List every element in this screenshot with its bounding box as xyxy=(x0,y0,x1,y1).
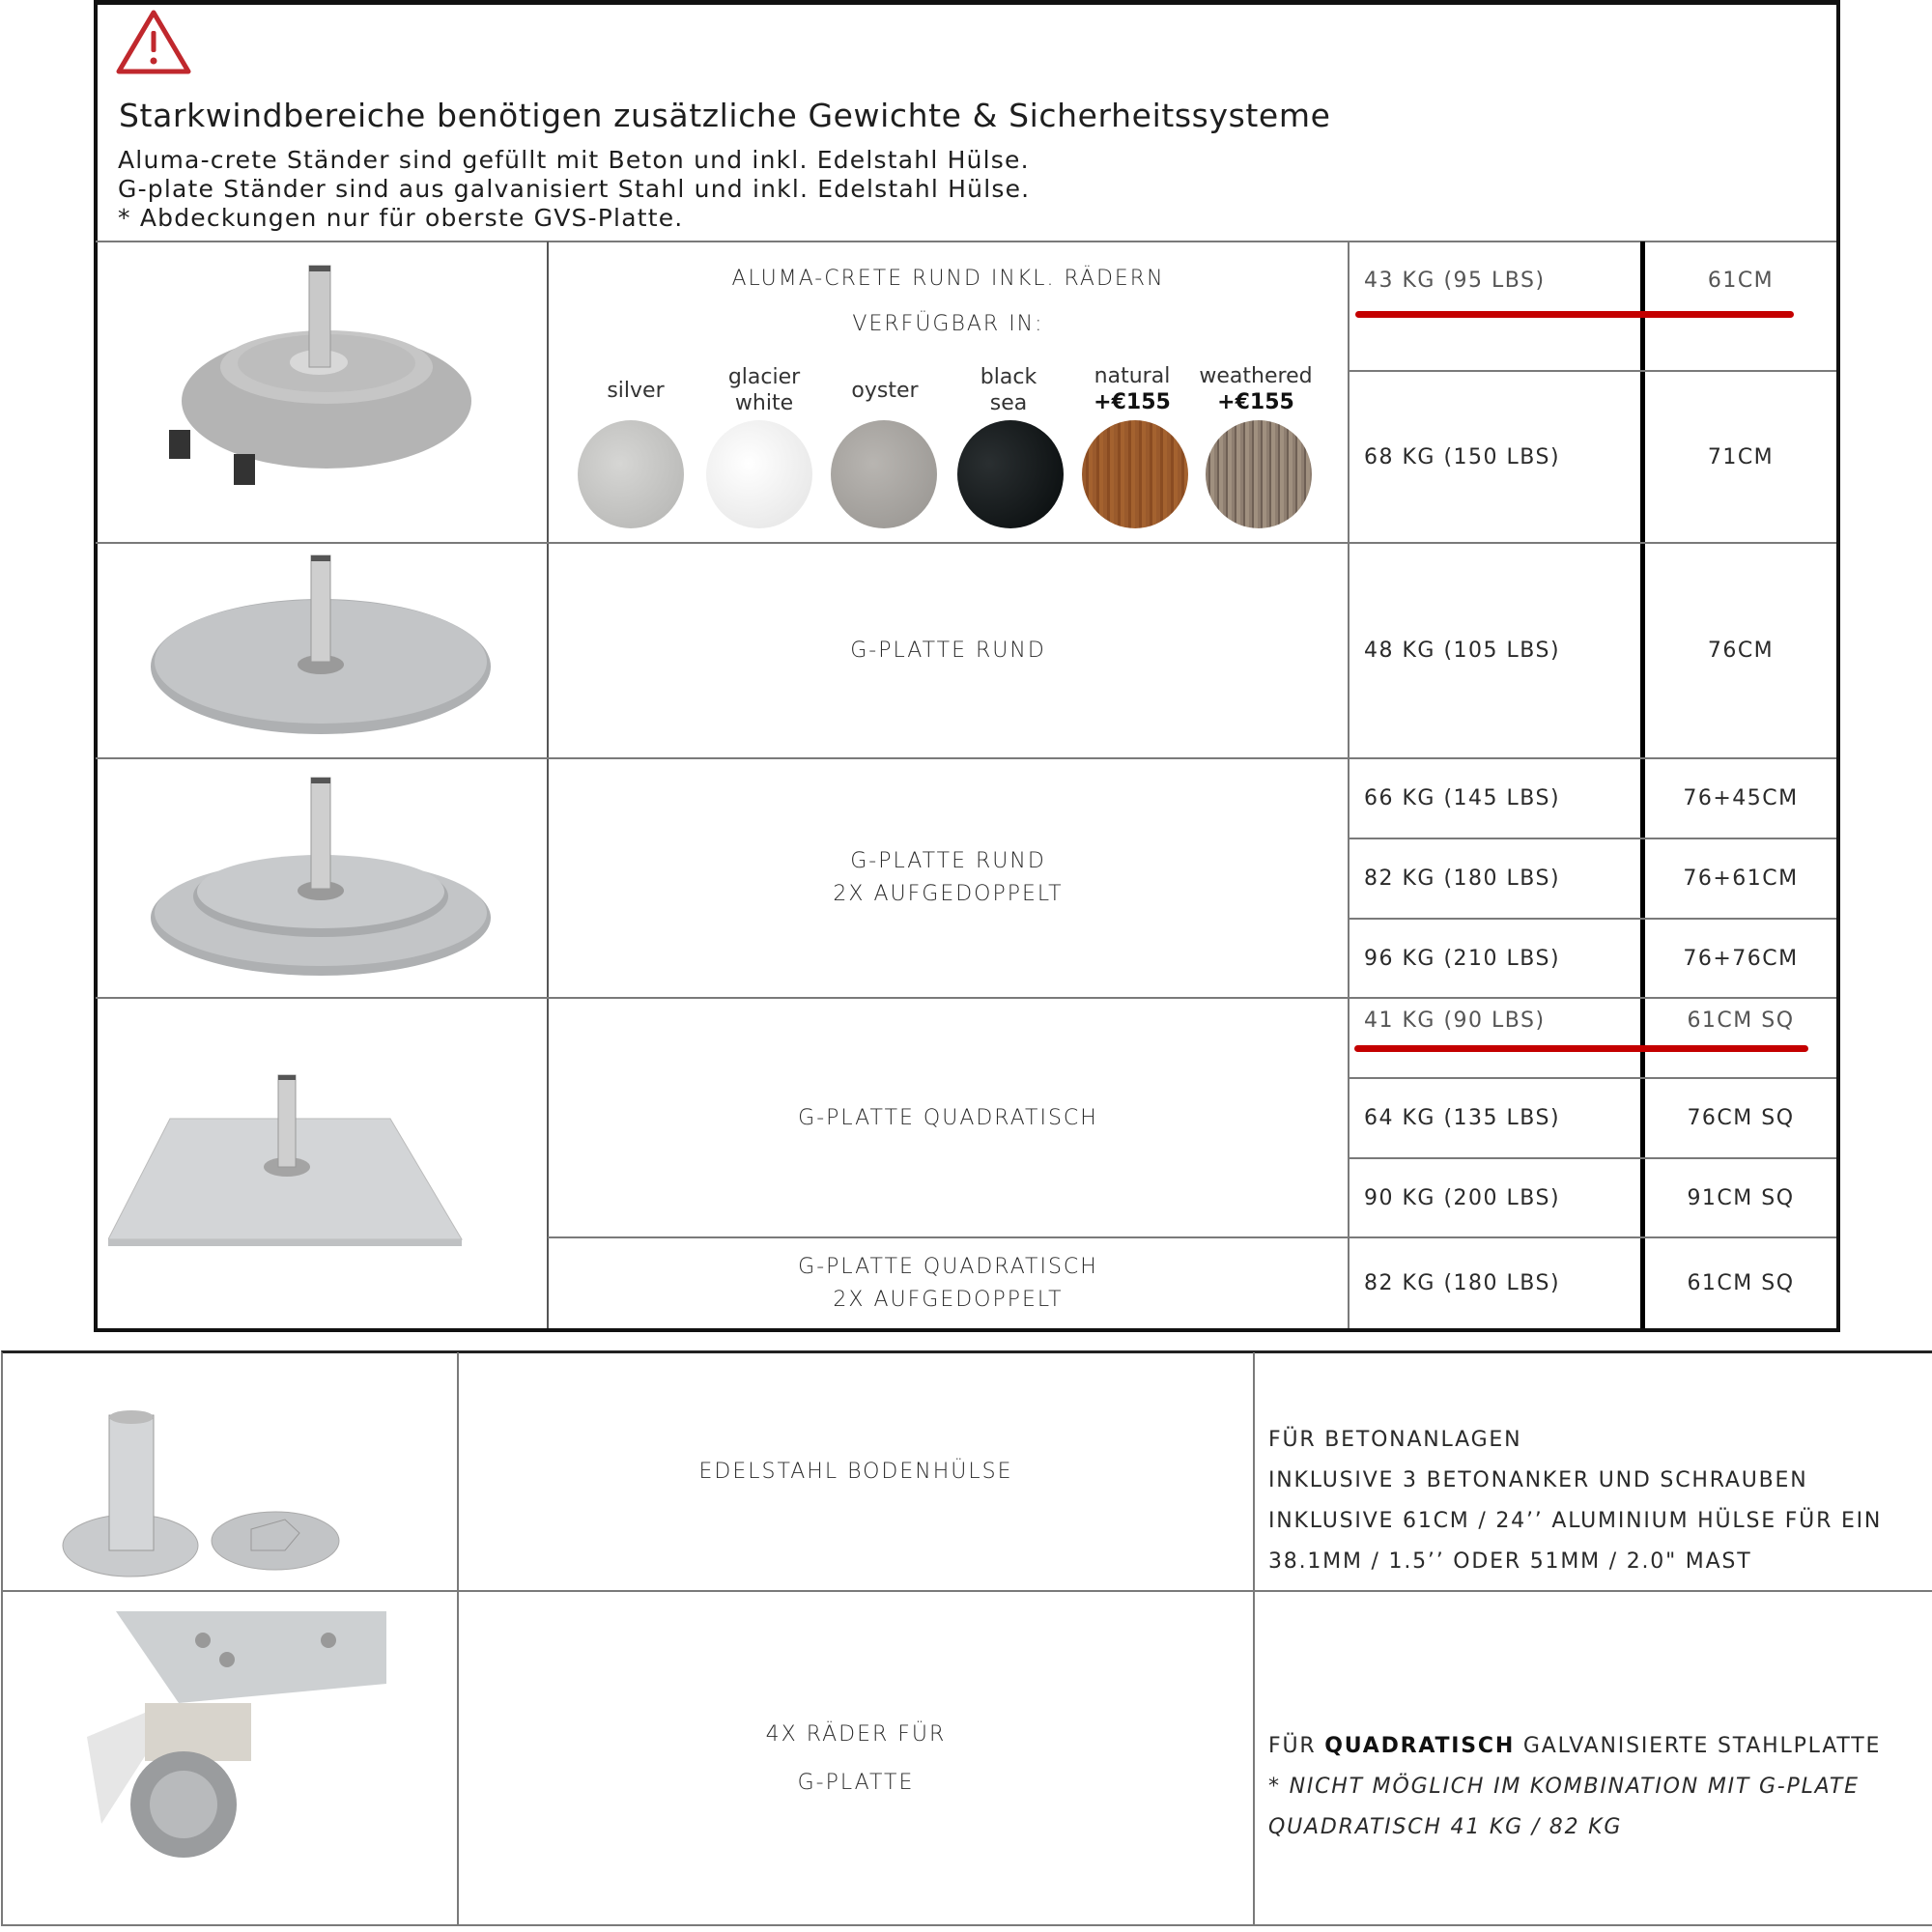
product-name: G-PLATTE RUND xyxy=(850,639,1046,663)
size-value: 61CM SQ xyxy=(1687,1008,1795,1033)
finish-swatch-oyster xyxy=(831,420,937,528)
finish-label: oyster xyxy=(851,379,919,403)
product-subtitle: VERFÜGBAR IN: xyxy=(852,311,1044,336)
header-note-2: G-plate Ständer sind aus galvanisiert Stahl und inkl. Edelstahl Hülse. xyxy=(118,175,1031,203)
detail-note: * NICHT MÖGLICH IM KOMBINATION MIT G-PLATE xyxy=(1268,1775,1860,1799)
detail-line: FÜR QUADRATISCH GALVANISIERTE STAHLPLATTE xyxy=(1268,1734,1882,1758)
size-value: 76+76CM xyxy=(1683,946,1799,971)
weight-value: 68 KG (150 LBS) xyxy=(1364,444,1561,469)
product-name: G-PLATTE QUADRATISCH 2X AUFGEDOPPELT xyxy=(798,1254,1098,1312)
size-value: 61CM xyxy=(1707,268,1775,293)
warning-triangle-icon xyxy=(114,8,193,77)
weight-value: 43 KG (95 LBS) xyxy=(1364,268,1546,293)
weight-value: 66 KG (145 LBS) xyxy=(1364,786,1561,810)
finish-swatch-glacier-white xyxy=(706,420,812,528)
detail-line: INKLUSIVE 61CM / 24’’ ALUMINIUM HÜLSE FÜR EIN xyxy=(1268,1509,1883,1533)
strikethrough-mark xyxy=(1354,1045,1808,1052)
product-name: ALUMA-CRETE RUND INKL. RÄDERN xyxy=(731,266,1165,291)
aluma-crete-round-base-image xyxy=(164,261,473,512)
finish-swatch-black-sea xyxy=(957,420,1064,528)
weight-value: 82 KG (180 LBS) xyxy=(1364,1271,1561,1295)
size-value: 61CM SQ xyxy=(1687,1271,1795,1295)
g-plate-round-double-image xyxy=(145,773,493,985)
weight-value: 41 KG (90 LBS) xyxy=(1364,1008,1546,1033)
accessory-details xyxy=(1268,1420,1882,1582)
size-value: 91CM SQ xyxy=(1687,1185,1795,1210)
size-value: 76+61CM xyxy=(1683,867,1799,891)
caster-wheels-image xyxy=(68,1611,396,1901)
detail-line: 38.1MM / 1.5’’ ODER 51MM / 2.0" MAST xyxy=(1268,1549,1752,1574)
detail-line: FÜR BETONANLAGEN xyxy=(1268,1428,1522,1452)
finish-label: silver xyxy=(607,379,665,403)
strikethrough-mark xyxy=(1355,311,1794,318)
product-name: G-PLATTE QUADRATISCH xyxy=(798,1105,1098,1130)
divider xyxy=(1253,1352,1255,1926)
divider xyxy=(96,241,1836,242)
weight-value: 90 KG (200 LBS) xyxy=(1364,1185,1561,1210)
size-value: 76+45CM xyxy=(1683,786,1799,810)
size-value: 76CM xyxy=(1707,639,1775,663)
finish-swatch-weathered xyxy=(1206,420,1312,528)
finish-label: weathered +€155 xyxy=(1199,364,1313,414)
header-note-1: Aluma-crete Ständer sind gefüllt mit Beton und inkl. Edelstahl Hülse. xyxy=(118,146,1030,174)
accessory-name: 4X RÄDER FÜR G-PLATTE xyxy=(765,1722,947,1795)
page-title: Starkwindbereiche benötigen zusätzliche Gewichte & Sicherheitssysteme xyxy=(119,97,1331,134)
weight-value: 64 KG (135 LBS) xyxy=(1364,1106,1561,1130)
header-note-3: * Abdeckungen nur für oberste GVS-Platte. xyxy=(118,204,684,232)
finish-label: natural +€155 xyxy=(1094,364,1171,414)
g-plate-square-image xyxy=(108,1070,533,1254)
finish-swatch-silver xyxy=(578,420,684,528)
detail-note: QUADRATISCH 41 KG / 82 KG xyxy=(1268,1815,1623,1839)
g-plate-round-image xyxy=(145,551,493,744)
weight-value: 96 KG (210 LBS) xyxy=(1364,946,1561,971)
finish-label: black sea xyxy=(980,365,1037,415)
size-value: 76CM SQ xyxy=(1687,1106,1795,1130)
finish-swatch-natural xyxy=(1082,420,1188,528)
finish-label: glacier white xyxy=(727,365,801,415)
stainless-ground-sleeve-image xyxy=(53,1406,401,1589)
weight-value: 48 KG (105 LBS) xyxy=(1364,639,1561,663)
detail-line: INKLUSIVE 3 BETONANKER UND SCHRAUBEN xyxy=(1268,1468,1808,1492)
size-value: 71CM xyxy=(1707,444,1775,469)
accessory-name: EDELSTAHL BODENHÜLSE xyxy=(698,1459,1013,1484)
accessory-details xyxy=(1268,1726,1881,1848)
weight-value: 82 KG (180 LBS) xyxy=(1364,867,1561,891)
product-name: G-PLATTE RUND 2X AUFGEDOPPELT xyxy=(833,849,1064,906)
